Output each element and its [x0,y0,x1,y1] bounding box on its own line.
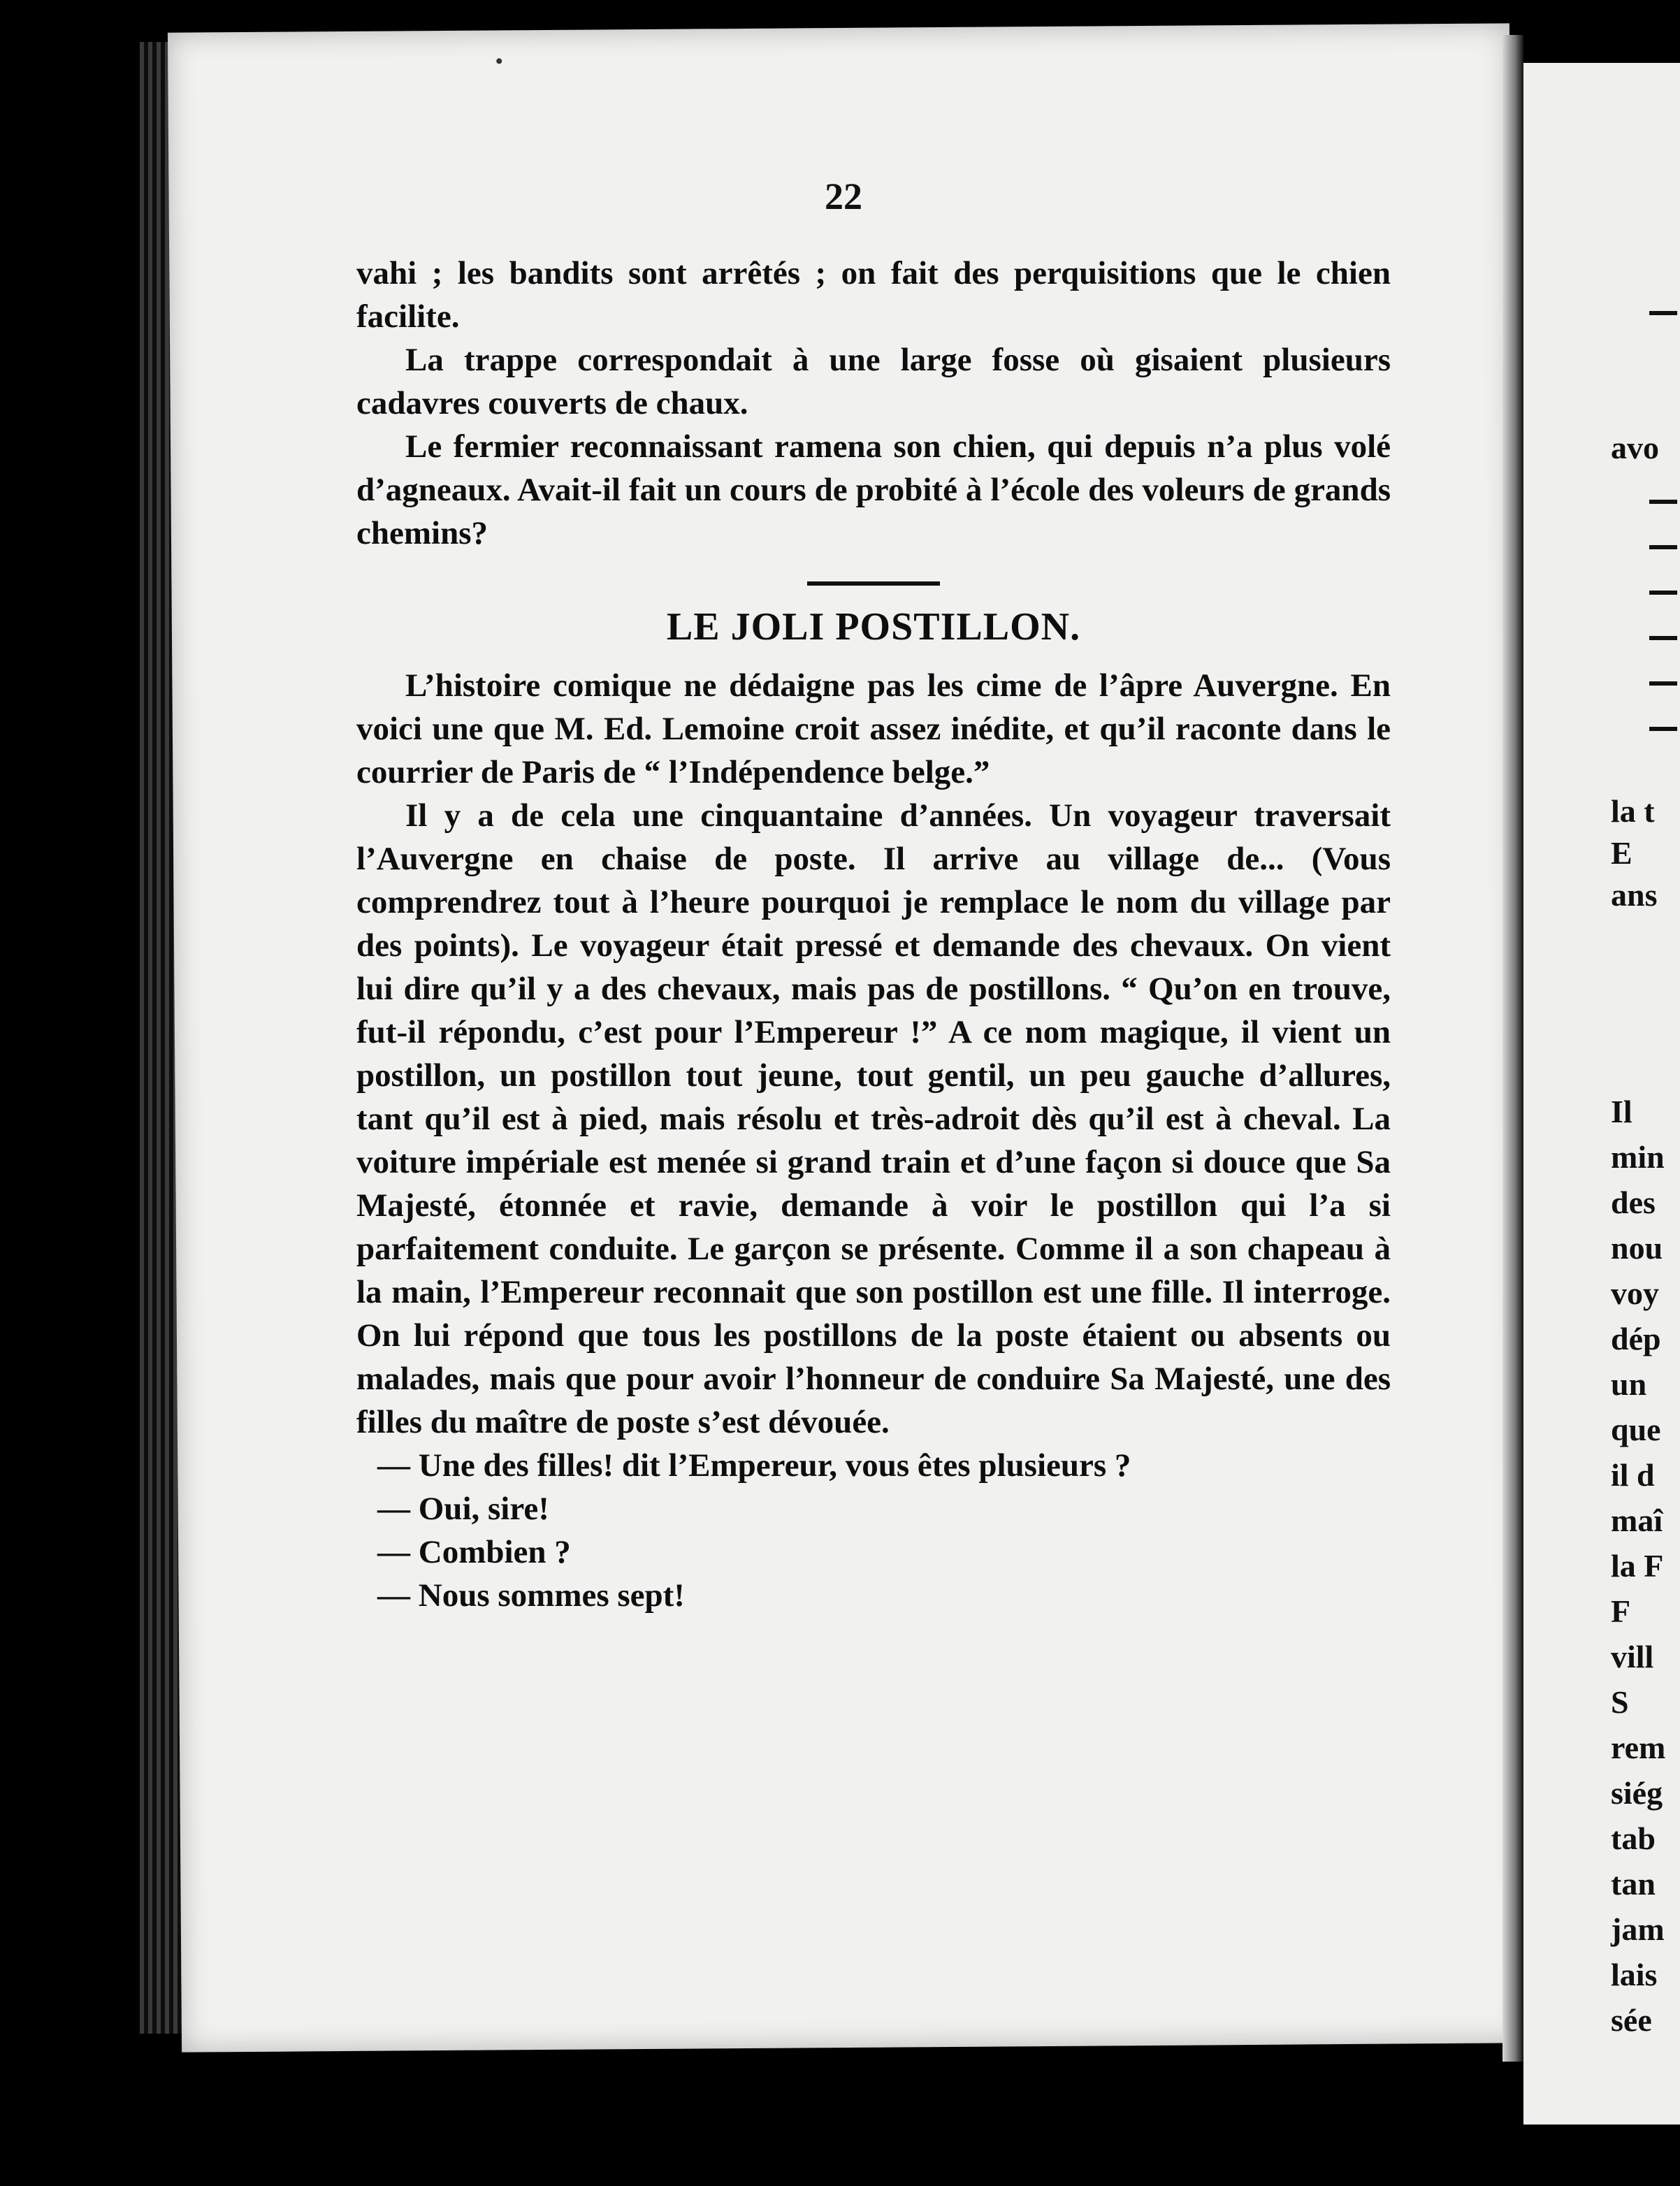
right-fragment: la t [1611,793,1655,829]
right-fragment: un [1611,1366,1647,1402]
right-fragment: que [1611,1412,1661,1447]
paragraph: La trappe correspondait à une large fosse où gisaient plusieurs cadavres couverts de chaux. [356,342,1391,421]
right-fragment: tan [1611,1866,1656,1902]
right-fragment: Il [1611,1094,1632,1129]
dash-mark [1649,545,1677,549]
paragraph: Le fermier reconnaissant ramena son chien, qui depuis n’a plus volé d’agneaux. Avait-il fait un cours de probité à l’école des voleurs de grands chemins? [356,428,1391,551]
right-fragment: la F [1611,1548,1664,1584]
dash-mark [1649,591,1677,595]
page-body [356,252,1391,1617]
right-fragment: siég [1611,1775,1663,1811]
right-fragment: nou [1611,1230,1663,1266]
right-fragment: voy [1611,1275,1659,1311]
right-fragment: sée [1611,2002,1652,2038]
book-spine [1502,35,1523,2062]
section-divider [807,581,940,586]
dialogue-line: — Nous sommes sept! [377,1577,685,1614]
right-fragment: vill [1611,1639,1654,1674]
dialogue-line: — Oui, sire! [377,1491,549,1527]
right-fragment: lais [1611,1957,1658,1992]
dash-mark [1649,727,1677,731]
right-fragment: tab [1611,1821,1656,1856]
right-fragment: min [1611,1139,1665,1175]
dash-mark [1649,500,1677,504]
paragraph: vahi ; les bandits sont arrêtés ; on fait des perquisitions que le chien facilite. [356,255,1391,335]
right-fragment: E [1611,835,1632,871]
right-fragment: dép [1611,1321,1661,1356]
page-number: 22 [825,175,862,217]
dialogue-line: — Combien ? [377,1534,571,1570]
right-fragment: rem [1611,1730,1666,1765]
right-fragment: des [1611,1185,1656,1220]
right-fragment: il d [1611,1457,1655,1493]
dash-mark [1649,681,1677,686]
right-fragment: F [1611,1593,1631,1629]
ink-speck [496,58,502,64]
section-title: LE JOLI POSTILLON. [666,605,1081,649]
paragraph: Il y a de cela une cinquantaine d’années. Un voyageur traversait l’Auvergne en chaise de poste. Il arrive au village de... (Vous comprendrez tout à l’heure pourquoi je remplace le nom du village par des points). Le voyageur était pressé et demande des chevaux. On vient lui dire qu’il y a des chevaux, mais pas de postillons. “ Qu’on en trouve, fut-il répondu, c’est pour l’Empereur !” A ce nom magique, il vient un postillon, un postillon tout jeune, tout gentil, un peu gauche d’allures, tant qu’il est à pied, mais résolu et très-adroit dès qu’il est à cheval. La voiture impériale est menée si grand train et d’une façon si douce que Sa Majesté, étonnée et ravie, demande à voir le postillon qui l’a si parfaitement conduite. Le garçon se présente. Comme il a son chapeau à la main, l’Empereur reconnait que son postillon est une fille. Il interroge. On lui répond que tous les postillons de la poste étaient ou absents ou malades, mais que pour avoir l’honneur de conduire Sa Majesté, une des filles du maître de poste s’est dévouée. [356,797,1391,1440]
dash-mark [1649,311,1677,315]
right-fragment: avo [1611,430,1659,465]
paragraph: L’histoire comique ne dédaigne pas les cime de l’âpre Auvergne. En voici une que M. Ed. Lemoine croit assez inédite, et qu’il raconte dans le courrier de Paris de “ l’Indépendence belge.” [356,667,1391,790]
right-page [1523,63,1680,2125]
dash-mark [1649,636,1677,640]
right-fragment: maî [1611,1503,1663,1538]
dialogue-line: — Une des filles! dit l’Empereur, vous êtes plusieurs ? [377,1447,1131,1484]
right-fragment: S [1611,1684,1629,1720]
right-fragment: jam [1611,1911,1665,1947]
right-fragment: ans [1611,877,1658,913]
